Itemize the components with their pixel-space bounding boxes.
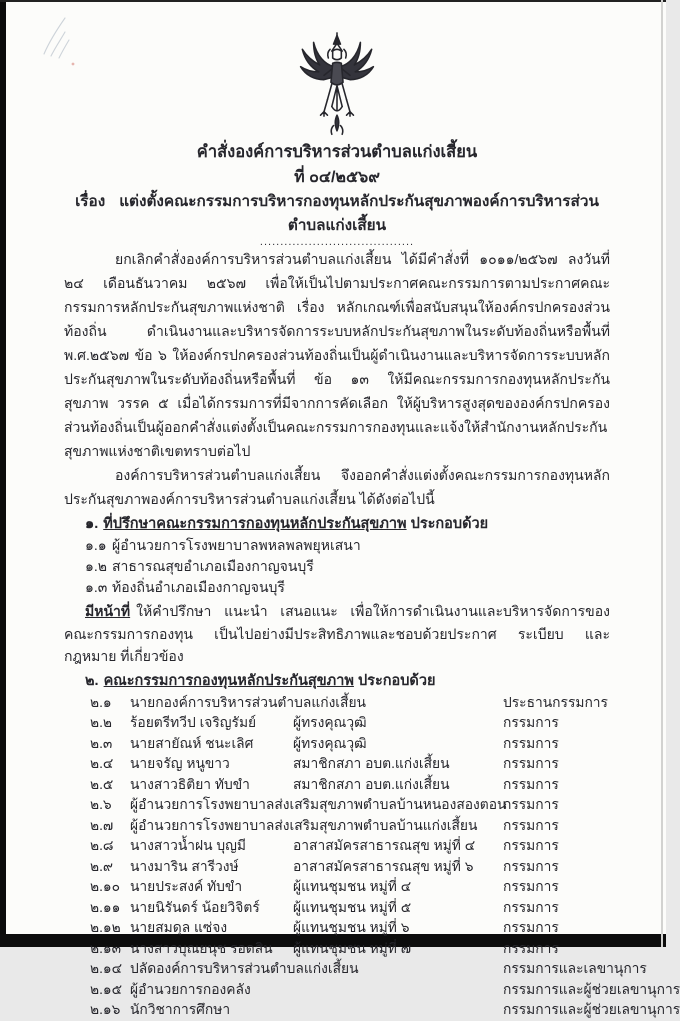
member-name: นักวิชาการศึกษา	[130, 1002, 231, 1017]
section-1-title: ที่ปรึกษาคณะกรรมการกองทุนหลักประกันสุขภาพ	[103, 516, 407, 532]
member-role: อาสาสมัครสาธารณสุข หมู่ที่ ๔	[293, 838, 476, 853]
section-2-heading	[85, 671, 610, 692]
member-row	[90, 857, 610, 878]
member-number: ๒.๑	[90, 694, 112, 710]
member-role	[293, 693, 503, 714]
member-position: กรรมการและผู้ช่วยเลขานุการ	[503, 981, 680, 997]
member-name: ผู้อำนวยการโรงพยาบาลส่งเสริมสุขภาพตำบลบ้านหนองสองตอน	[130, 797, 507, 812]
member-row	[90, 734, 610, 755]
duty-text: ให้คำปรึกษา แนะนำ เสนอแนะ เพื่อให้การดำเนินงานและบริหารจัดการของคณะกรรมการกองทุน เป็นไปอย่างมีประสิทธิภาพและชอบด้วยประกาศ ระเบียบ และกฎหมาย ที่เกี่ยวข้อง	[64, 603, 610, 664]
member-row	[90, 1000, 680, 1021]
member-row	[90, 754, 610, 775]
member-name: นายจรัญ หนูขาว	[130, 756, 230, 771]
member-number: ๒.๑๑	[90, 899, 121, 915]
member-position: กรรมการ	[503, 756, 559, 771]
member-position: กรรมการ	[503, 817, 559, 833]
member-position: กรรมการและเลขานุการ	[503, 961, 647, 976]
scan-border-left	[0, 0, 6, 947]
member-role: อาสาสมัครสาธารณสุข หมู่ที่ ๖	[293, 858, 474, 874]
member-name: นายสมดุล แซ่จง	[130, 920, 228, 935]
advisor-duty	[64, 600, 610, 668]
member-name: นายนิรันดร์ น้อยวิจิตร์	[130, 899, 260, 915]
member-position: กรรมการ	[503, 838, 559, 853]
body-paragraph-1: ยกเลิกคำสั่งองค์การบริหารส่วนตำบลแก่งเสี้ยน ได้มีคำสั่งที่ ๑๐๑๑/๒๕๖๗ ลงวันที่ ๒๔ เดือนธันวาคม ๒๕๖๗ เพื่อให้เป็นไปตามประกาศคณะกรรมการตามประกาศคณะกรรมการหลักประกันสุขภาพแห่งชาติ เรื่อง หลักเกณฑ์เพื่อสนับสนุนให้องค์กรปกครองส่วนท้องถิ่น ดำเนินงานและบริหารจัดการระบบหลักประกันสุขภาพในระดับท้องถิ่นหรือพื้นที่ พ.ศ.๒๕๖๗ ข้อ ๖ ให้องค์กรปกครองส่วนท้องถิ่นเป็นผู้ดำเนินงานและบริหารจัดการระบบหลักประกันสุขภาพในระดับท้องถิ่นหรือพื้นที่ ข้อ ๑๓ ให้มีคณะกรรมการกองทุนหลักประกันสุขภาพ วรรค ๕ เมื่อได้กรรมการที่มีจากการคัดเลือก ให้ผู้บริหารสูงสุดขององค์กรปกครองส่วนท้องถิ่นเป็นผู้ออกคำสั่งแต่งตั้งเป็นคณะกรรมการกองทุนและแจ้งให้สำนักงานหลักประกันสุขภาพแห่งชาติเขตทราบต่อไป	[64, 251, 610, 459]
document-content	[64, 0, 680, 1021]
member-name: นายสายัณห์ ชนะเลิศ	[130, 735, 254, 751]
scan-border-right	[661, 0, 663, 947]
section-2-number: ๒.	[85, 672, 99, 689]
subject-label: เรื่อง	[75, 193, 106, 210]
body-paragraph-2: องค์การบริหารส่วนตำบลแก่งเสี้ยน จึงออกคำสั่งแต่งตั้งคณะกรรมการกองทุนหลักประกันสุขภาพองค์การบริหารส่วนตำบลแก่งเสี้ยน ได้ดังต่อไปนี้	[64, 467, 610, 507]
member-name: นายกองค์การบริหารส่วนตำบลแก่งเสี้ยน	[130, 694, 366, 710]
member-row	[90, 836, 610, 857]
advisor-list	[85, 535, 610, 598]
member-row	[90, 939, 610, 960]
advisor-row	[85, 577, 610, 598]
member-position: กรรมการ	[503, 776, 559, 792]
member-row	[90, 795, 610, 816]
dotted-divider: ......................................	[259, 236, 415, 248]
member-role	[293, 795, 503, 816]
member-row	[90, 898, 610, 919]
member-number: ๒.๙	[90, 858, 114, 874]
member-number: ๒.๑๓	[90, 940, 122, 956]
member-row	[90, 877, 610, 898]
member-name: นางสาวธิติยา ทับขำ	[130, 776, 250, 792]
order-number: ที่ ๐๔/๒๕๖๙	[294, 169, 380, 186]
member-number: ๒.๑๕	[90, 981, 123, 997]
member-role: ผู้แทนชุมชน หมู่ที่ ๖	[293, 920, 410, 935]
section-2-suffix: ประกอบด้วย	[357, 672, 436, 689]
member-number: ๒.๑๖	[90, 1002, 121, 1017]
member-role	[293, 816, 503, 837]
member-role: ผู้แทนชุมชน หมู่ที่ ๗	[293, 940, 412, 956]
member-role	[293, 1000, 503, 1021]
member-number: ๒.๗	[90, 817, 114, 833]
section-1-heading	[85, 514, 610, 535]
member-number: ๒.๑๒	[90, 920, 121, 935]
member-number: ๒.๔	[90, 756, 114, 771]
member-row	[90, 775, 610, 796]
advisor-row	[85, 535, 610, 556]
member-role	[293, 980, 503, 1001]
member-name: นางมาริน สารีวงษ์	[130, 858, 239, 874]
member-role	[293, 959, 503, 980]
member-position: กรรมการ	[503, 899, 559, 915]
member-number: ๒.๕	[90, 776, 114, 792]
member-position: กรรมการ	[503, 920, 559, 935]
member-number: ๒.๒	[90, 715, 113, 730]
subject-line	[64, 190, 610, 238]
member-number: ๒.๑๔	[90, 961, 123, 976]
member-position: กรรมการ	[503, 735, 559, 751]
subject-text: แต่งตั้งคณะกรรมการบริหารกองทุนหลักประกันสุขภาพองค์การบริหารส่วนตำบลแก่งเสี้ยน	[119, 193, 599, 234]
committee-member-list	[90, 693, 680, 1021]
member-role: ผู้ทรงคุณวุฒิ	[293, 715, 367, 730]
member-position: กรรมการ	[503, 879, 559, 894]
advisor-item-number: ๑.๑	[85, 537, 107, 553]
advisor-item-text: ท้องถิ่นอำเภอเมืองกาญจนบุรี	[112, 579, 285, 595]
section-1-number: ๑.	[85, 516, 99, 532]
advisor-row	[85, 556, 610, 577]
duty-label: มีหน้าที่	[85, 603, 131, 619]
member-name: ร้อยตรีทวีป เจริญรัมย์	[130, 715, 257, 730]
member-name: นางสาวน้ำฝน บุญมี	[130, 838, 246, 853]
member-name: ผู้อำนวยการโรงพยาบาลส่งเสริมสุขภาพตำบลบ้านแก่งเสี้ยน	[130, 817, 478, 833]
member-row	[90, 816, 610, 837]
member-position: กรรมการ	[503, 797, 559, 812]
member-position: กรรมการและผู้ช่วยเลขานุการ	[503, 1002, 680, 1017]
member-number: ๒.๓	[90, 735, 113, 751]
member-role: สมาชิกสภา อบต.แก่งเสี้ยน	[293, 776, 450, 792]
member-name: นายประสงค์ ทับขำ	[130, 879, 243, 894]
member-number: ๒.๑๐	[90, 879, 121, 894]
emblem-area	[64, 0, 610, 138]
member-row	[90, 713, 610, 734]
member-name: ปลัดองค์การบริหารส่วนตำบลแก่งเสี้ยน	[130, 961, 359, 976]
section-2-title: คณะกรรมการกองทุนหลักประกันสุขภาพ	[103, 672, 354, 689]
member-number: ๒.๖	[90, 797, 112, 812]
member-role: ผู้แทนชุมชน หมู่ที่ ๕	[293, 899, 412, 915]
member-row	[90, 980, 680, 1001]
member-name: นางสาวบุณยนุช รอดสิน	[130, 940, 273, 956]
member-role: ผู้แทนชุมชน หมู่ที่ ๔	[293, 879, 412, 894]
advisor-item-number: ๑.๒	[85, 558, 108, 574]
section-1-suffix: ประกอบด้วย	[410, 516, 489, 532]
advisor-item-text: ผู้อำนวยการโรงพยาบาลพหลพลพยุหเสนา	[112, 537, 361, 553]
member-position: ประธานกรรมการ	[503, 694, 608, 710]
member-number: ๒.๘	[90, 838, 114, 853]
member-row	[90, 959, 647, 980]
order-title: คำสั่งองค์การบริหารส่วนตำบลแก่งเสี้ยน	[196, 143, 478, 161]
member-role: ผู้ทรงคุณวุฒิ	[293, 735, 367, 751]
member-name: ผู้อำนวยการกองคลัง	[130, 981, 251, 997]
member-position: กรรมการ	[503, 940, 559, 956]
member-row	[90, 918, 610, 939]
member-role: สมาชิกสภา อบต.แก่งเสี้ยน	[293, 756, 450, 771]
advisor-item-number: ๑.๓	[85, 579, 108, 595]
garuda-emblem-icon	[298, 32, 376, 136]
member-position: กรรมการ	[503, 858, 559, 874]
member-position: กรรมการ	[503, 715, 559, 730]
member-row	[90, 693, 610, 714]
advisor-item-text: สาธารณสุขอำเภอเมืองกาญจนบุรี	[112, 558, 314, 574]
